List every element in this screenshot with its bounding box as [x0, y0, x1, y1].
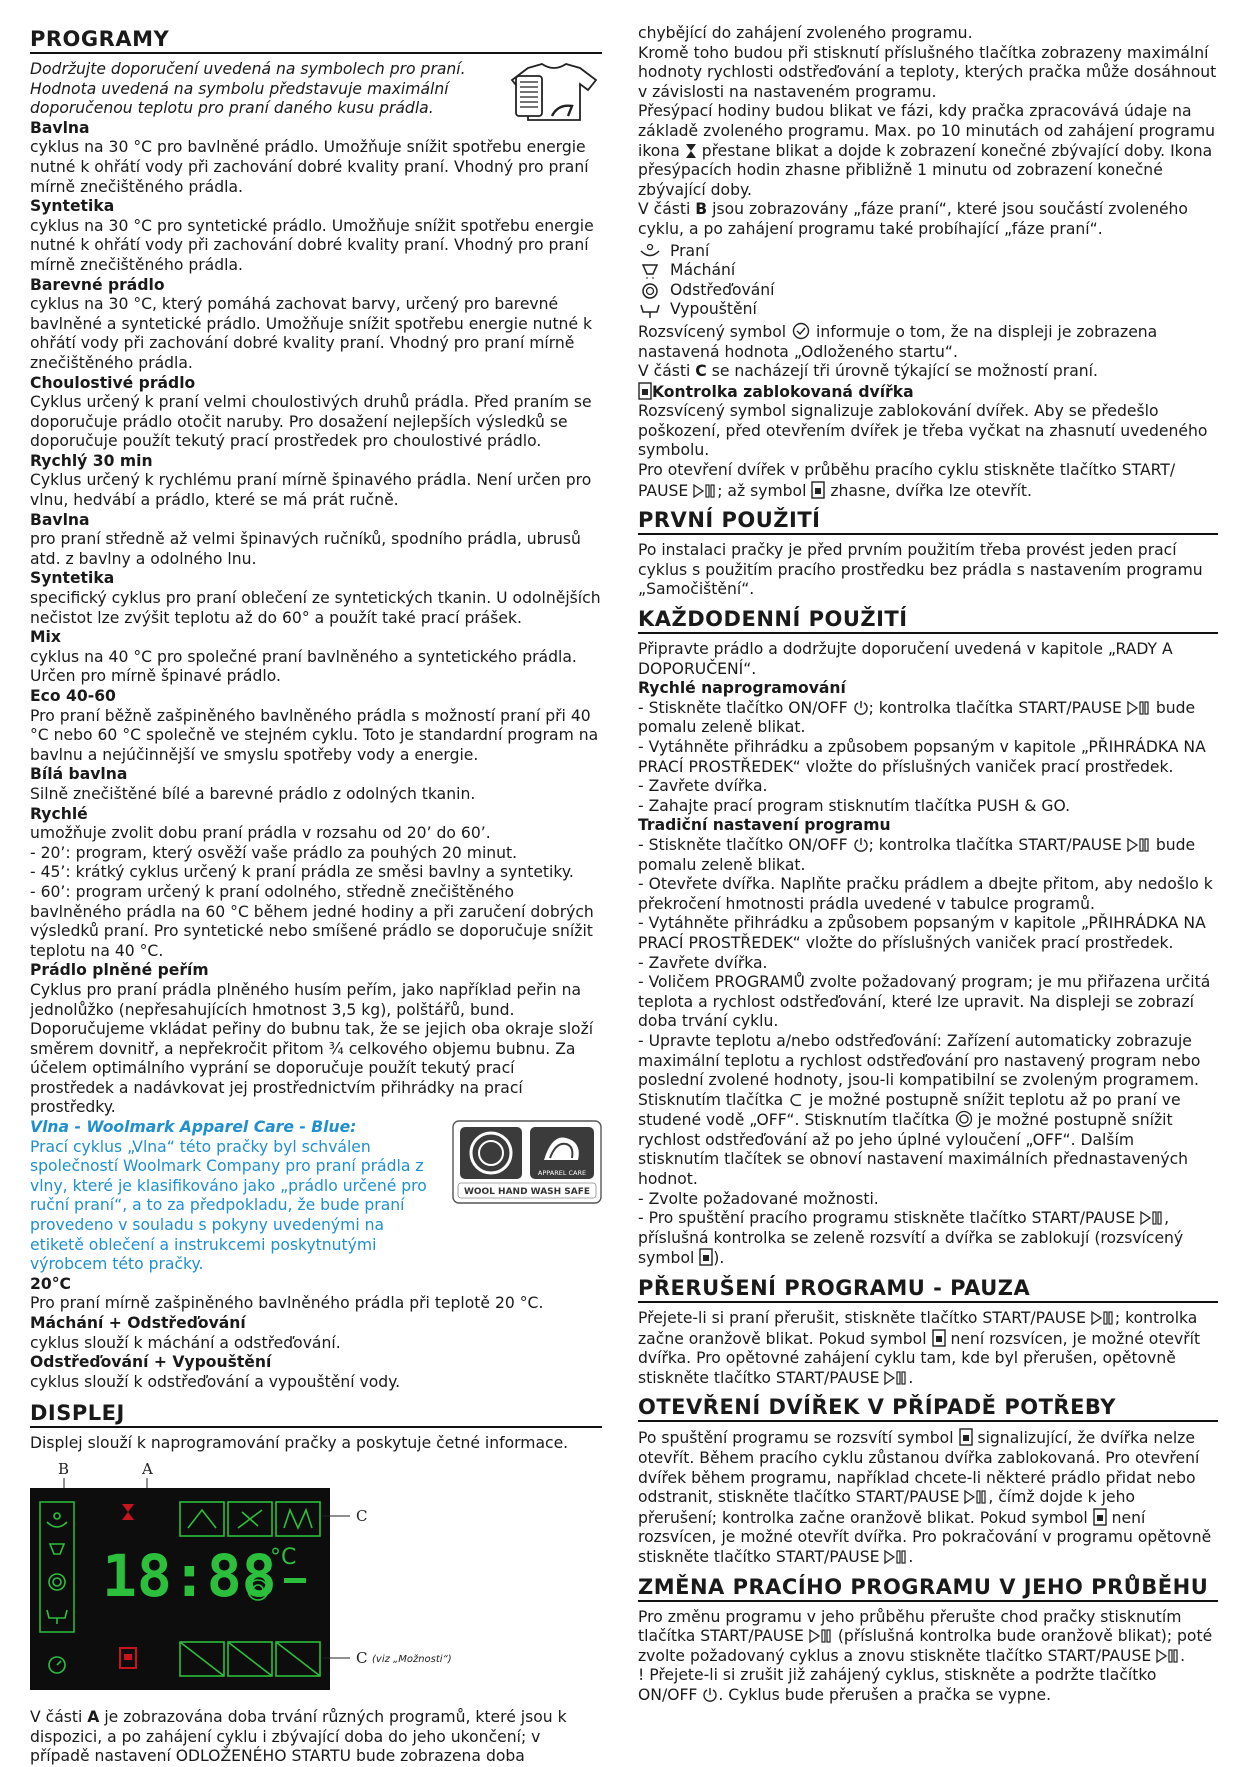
text: . — [908, 1368, 914, 1387]
pause-text — [638, 1309, 1218, 1388]
trad-step: - Zvolte požadované možnosti. — [638, 1189, 879, 1208]
program-name: Prádlo plněné peřím — [30, 961, 209, 980]
trad-step — [638, 836, 1218, 875]
start-pause-icon — [809, 1628, 833, 1644]
program-name: Odstřeďování + Vypouštění — [30, 1353, 272, 1372]
program-desc: cyklus na 30 °C pro bavlněné prádlo. Umožňuje snížit spotřebu energie nutné k ohřátí vody při zachování dobré kvality praní. Vhodný pro praní mírně znečištěného prádla. — [30, 138, 589, 196]
quick-step: - Vytáhněte přihrádku a způsobem popsaným v kapitole „PŘIHRÁDKA NA PRACÍ PROSTŘEDEK“ vložte do příslušných vaniček prací prostředek. — [638, 738, 1206, 776]
text: Přesýpací hodiny budou blikat ve fázi, kdy pračka zpracovává údaje na základě zvoleného programu. Max. po 10 minutách od zahájení programu ikona — [638, 102, 1216, 160]
text: je zobrazována doba trvání různých programů, které jsou k dispozici, a po zahájení cyklu i zbývající doba do jeho ukončení; v případě nastavení ODLOŽENÉHO STARTU bude zobrazena doba — [30, 1707, 567, 1766]
start-pause-icon — [884, 1549, 908, 1565]
text: - Upravte teplotu a/nebo odstřeďování: Zařízení automaticky zobrazuje maximální teplotu a rychlost odstřeďování pro nastavený program nebo poslední zvolené hodnoty, jsou-li kompatibilní se zvoleným programem. Stisknutím tlačítka — [638, 1031, 1201, 1109]
delay-start-icon — [791, 322, 811, 340]
text: V části — [30, 1707, 88, 1726]
daily-intro: Připravte prádlo a dodržujte doporučení uvedená v kapitole „RADY A DOPORUČENÍ“. — [638, 640, 1173, 678]
spin-phase-icon — [638, 282, 662, 300]
pause-heading: PŘERUŠENÍ PROGRAMU - PAUZA — [638, 1273, 1218, 1303]
wool-program-name: Vlna - Woolmark Apparel Care - Blue: — [30, 1118, 357, 1137]
start-pause-icon — [884, 1370, 908, 1386]
programs-list — [30, 119, 602, 805]
start-pause-icon — [693, 483, 717, 499]
text: jsou zobrazovány „fáze praní“, které jsou součástí zvoleného cyklu, a po zahájení programu také probíhající „fáze praní“. — [638, 200, 1188, 238]
display-label-c-top: C — [356, 1506, 368, 1525]
program-name: Máchání + Odstřeďování — [30, 1314, 246, 1332]
program-desc: Cyklus určený k praní velmi choulostivých druhů prádla. Před praním se doporučuje prádlo otočit naruby. Pro dosažení nejlepších výsledků se doporučuje použít tekutý prací prostředek pro choulostivé prádlo. — [30, 393, 592, 451]
display-degree: °C — [270, 1544, 297, 1570]
text: Pro otevření dvířek v průběhu pracího cyklu stiskněte tlačítko START/ PAUSE — [638, 461, 1176, 500]
phase-label: Máchání — [670, 261, 736, 280]
text: se nacházejí tři úrovně týkající se možností praní. — [706, 362, 1098, 381]
phase-item — [638, 261, 1218, 281]
woolmark-logo-top: APPAREL CARE — [537, 1169, 587, 1178]
quick-step: - Zavřete dvířka. — [638, 777, 768, 796]
door-lock-icon — [699, 1248, 713, 1266]
text-bold: C — [695, 362, 707, 381]
program-desc: cyklus na 30 °C pro syntetické prádlo. Umožňuje snížit spotřebu energie nutné k ohřátí vody při zachování dobré kvality praní. Vhodný pro praní mírně znečištěného prádla. — [30, 216, 594, 274]
start-pause-icon — [1127, 837, 1151, 853]
quick-step: - Zahajte prací program stisknutím tlačítka PUSH & GO. — [638, 796, 1071, 815]
trad-step: - Voličem PROGRAMŮ zvolte požadovaný program; je mu přiřazena určitá teplota a rychlost odstřeďování, které lze upravit. Na displeji se zobrazí doba trvání cyklu. — [638, 973, 1211, 1031]
text: Po spuštění programu se rozsvítí symbol — [638, 1429, 959, 1448]
programs-intro: Dodržujte doporučení uvedená na symbolech pro praní. Hodnota uvedená na symbolu představuje maximální doporučenou teplotu pro praní daného kusu prádla. — [30, 60, 466, 118]
trad-step: - Zavřete dvířka. — [638, 953, 768, 972]
text: Kontrolka zablokovaná dvířka — [652, 382, 914, 401]
program-perim — [30, 961, 602, 1118]
program-name: Eco 40-60 — [30, 687, 116, 705]
text: ; kontrolka začne oranžově blikat. Pokud symbol — [638, 1309, 1198, 1348]
programs-intro-block — [30, 60, 602, 119]
first-use-text: Po instalaci pračky je před prvním použitím třeba provést jeden prací cyklus s použitím pracího prostředku bez prádla s nastavením programu „Samočištění“. — [638, 541, 1203, 599]
first-use-heading: PRVNÍ POUŽITÍ — [638, 505, 1218, 535]
trad-step — [638, 1209, 1218, 1269]
program-tail — [30, 1275, 602, 1393]
start-pause-icon — [964, 1489, 988, 1505]
daily-use-heading: KAŽDODENNÍ POUŽITÍ — [638, 604, 1218, 634]
text: není rozsvícen, je možné otevřít dvířka. Pro pokračování v programu opětovně stiskněte tlačítko START/PAUSE — [638, 1508, 1212, 1566]
phases-list — [638, 242, 1218, 320]
text-bold: B — [695, 200, 708, 219]
spin-button-icon — [955, 1110, 973, 1128]
cancel-program-text — [638, 1666, 1218, 1705]
display-label-b: B — [58, 1459, 70, 1478]
trad-step: - Otevřete dvířka. Naplňte pračku prádlem a dbejte přitom, aby nedošlo k překročení hmotnosti prádla uvedené v tabulce programů. — [638, 875, 1213, 913]
program-desc: Silně znečištěné bílé a barevné prádlo z odolných tkanin. — [30, 784, 476, 803]
program-rychle — [30, 805, 602, 962]
part-c-paragraph — [638, 362, 1218, 382]
text: přestane blikat a dojde k zobrazení konečné zbývající doby. Ikona přesýpacích hodin zhasne přibližně 1 minutu od zobrazení konečné zbývající doby. — [638, 141, 1213, 199]
text: ; až symbol — [717, 481, 812, 500]
start-pause-icon — [1127, 700, 1151, 716]
hourglass-paragraph — [638, 102, 1218, 200]
text: bude pomalu zeleně blikat. — [638, 835, 1196, 874]
wool-program-desc: Prací cyklus „Vlna“ této pračky byl schválen společností Woolmark Company pro praní prádla z vlny, které je klasifikováno jako „prádlo určené pro ruční praní“, a to za předpokladu, že bude praní provedeno v souladu s pokyny uvedenými na etiketě oblečení a instrukcemi poskytnutými výrobcem této pračky. — [30, 1137, 427, 1274]
phase-item — [638, 242, 1218, 262]
text: zhasne, dvířka lze otevřít. — [825, 481, 1032, 500]
text: - Stiskněte tlačítko ON/OFF — [638, 835, 853, 854]
phase-item — [638, 300, 1218, 320]
display-label-c-bottom: C — [356, 1648, 368, 1667]
door-open-text — [638, 1428, 1218, 1567]
wash-phase-icon — [638, 242, 662, 260]
program-desc: pro praní středně až velmi špinavých ručníků, spodního prádla, ubrusů atd. z bavlny a odolného lnu. — [30, 530, 581, 568]
text: ; kontrolka tlačítka START/PAUSE — [868, 698, 1127, 717]
door-lock-open-text — [638, 461, 1218, 501]
hourglass-icon — [685, 143, 697, 159]
program-name: Rychlé — [30, 804, 88, 823]
text: informuje o tom, že na displeji je zobrazena nastavená hodnota „Odloženého startu“. — [638, 322, 1158, 361]
change-program-heading: ZMĚNA PRACÍHO PROGRAMU V JEHO PRŮBĚHU — [638, 1572, 1218, 1602]
program-name: 20°C — [30, 1274, 71, 1293]
start-pause-icon — [1156, 1648, 1180, 1664]
text: je možné postupně snížit rychlost odstřeďování až po jeho úplné vyloučení „OFF“. Dalším stisknutím tlačítek se obnoví nastavení maximálních přednastavených hodnot. — [638, 1111, 1189, 1189]
text: je možné postupně snížit teplotu až po praní ve studené vodě „OFF“. Stisknutím tlačítka — [638, 1090, 1181, 1130]
traditional-title: Tradiční nastavení programu — [638, 816, 891, 835]
change-program-text — [638, 1608, 1218, 1667]
text: , čímž dojde k jeho přerušení; kontrolka začne oranžově blikat. Pokud symbol — [638, 1488, 1136, 1527]
program-desc: Pro praní mírně zašpiněného bavlněného prádla při teplotě 20 °C. — [30, 1294, 544, 1313]
door-open-heading: OTEVŘENÍ DVÍŘEK V PŘÍPADĚ POTŘEBY — [638, 1392, 1218, 1422]
text: signalizující, že dvířka nelze otevřít. Během pracího cyklu zůstanou dvířka zablokovaná. Pro otevření dvířek během programu, například chcete-li některé prádlo přidat nebo odstranit, stiskněte tlačítko START/PAUSE — [638, 1429, 1200, 1507]
display-intro: Displej slouží k naprogramování pračky a poskytuje četné informace. — [30, 1434, 569, 1453]
program-desc-line: - 20’: program, který osvěží vaše prádlo za pouhých 20 minut. — [30, 843, 518, 862]
program-desc: specifický cyklus pro praní oblečení ze syntetických tkanin. U odolnějších nečistot lze zvýšit teplotu až do 60° a použít také prací prášek. — [30, 589, 601, 627]
display-label-c-note: (viz „Možnosti“) — [372, 1653, 452, 1665]
display-max-values: Kromě toho budou při stisknutí příslušného tlačítka zobrazeny maximální hodnoty rychlosti odstřeďování a teploty, kterých pračka může dosáhnout v závislosti na nastaveném programu. — [638, 43, 1217, 101]
text: V části — [638, 200, 696, 219]
text: Pro změnu programu v jeho průběhu přerušte chod pračky stisknutím tlačítka START/PAUSE — [638, 1607, 1182, 1646]
program-desc: cyklus na 30 °C, který pomáhá zachovat barvy, určený pro barevné bavlněné a syntetické prádlo. Umožňuje snížit spotřebu energie nutné k ohřátí vody při zachování dobré kvality praní. Vhodný pro praní mírně znečištěného prádla. — [30, 295, 593, 372]
drain-phase-icon — [638, 301, 662, 319]
quick-step — [638, 699, 1218, 738]
left-column — [30, 24, 602, 1767]
text: . Cyklus bude přerušen a pračka se vypne. — [718, 1685, 1052, 1704]
text-bold: A — [87, 1707, 100, 1726]
display-continued: chybějící do zahájení zvoleného programu. — [638, 24, 973, 42]
program-desc: Cyklus určený k rychlému praní mírně špinavého prádla. Není určen pro vlnu, hedvábí a prádlo, které se má prát ručně. — [30, 471, 592, 510]
program-name: Rychlý 30 min — [30, 451, 153, 470]
program-name: Barevné prádlo — [30, 275, 165, 294]
program-wool — [30, 1118, 602, 1275]
power-icon — [853, 837, 869, 853]
display-digits: 18:88 — [102, 1541, 277, 1610]
text: (příslušná kontrolka bude oranžově blikat); poté zvolte požadovaný cyklus a znovu stiskněte tlačítko START/PAUSE — [638, 1627, 1213, 1665]
start-pause-icon — [1140, 1210, 1164, 1226]
trad-step — [638, 1032, 1218, 1190]
part-b-paragraph — [638, 200, 1218, 239]
door-lock-icon — [932, 1329, 946, 1347]
program-desc-line: - 60’: program určený k praní odolného, středně znečištěného bavlněného prádla na 60 °C během jedné hodiny a při zaručení dobrých výsledků praní. Pro syntetické nebo smíšené prádlo se doporučuje snížit teplotu na 40 °C. — [30, 882, 594, 960]
display-diagram — [30, 1458, 602, 1706]
temperature-button-icon — [788, 1092, 804, 1108]
door-lock-icon — [811, 481, 825, 499]
door-lock-text: Rozsvícený symbol signalizuje zablokování dvířek. Aby se předešlo poškození, před otevřením dvířek je třeba vyčkat na zhasnutí uvedeného symbolu. — [638, 402, 1208, 460]
program-name: Bílá bavlna — [30, 765, 128, 784]
woolmark-logo-bottom: WOOL HAND WASH SAFE — [463, 1187, 591, 1198]
phase-label: Vypouštění — [670, 300, 757, 319]
power-icon — [702, 1687, 718, 1703]
display-heading: DISPLEJ — [30, 1398, 602, 1428]
text: Rozsvícený symbol — [638, 322, 792, 341]
text: ! Přejete-li si zrušit již zahájený cyklus, stiskněte a podržte tlačítko ON/OFF — [638, 1666, 1157, 1704]
programs-heading: PROGRAMY — [30, 24, 602, 54]
display-part-a-text — [30, 1708, 602, 1767]
text: V části — [638, 362, 696, 381]
program-name: Choulostivé prádlo — [30, 373, 196, 392]
tshirt-care-label-icon — [508, 62, 600, 124]
phase-label: Praní — [670, 241, 710, 260]
program-name: Syntetika — [30, 569, 115, 588]
program-name: Mix — [30, 628, 61, 647]
rinse-phase-icon — [638, 262, 662, 280]
phase-item — [638, 281, 1218, 301]
text: bude pomalu zeleně blikat. — [638, 698, 1196, 737]
program-desc: cyklus na 40 °C pro společné praní bavlněného a syntetického prádla. Určen pro mírně špinavé prádlo. — [30, 647, 577, 686]
text: - Stiskněte tlačítko ON/OFF — [638, 698, 853, 717]
door-lock-icon — [638, 382, 652, 400]
start-pause-icon — [1091, 1310, 1115, 1326]
trad-step: - Vytáhněte přihrádku a způsobem popsaným v kapitole „PŘIHRÁDKA NA PRACÍ PROSTŘEDEK“ vložte do příslušných vaniček prací prostředek. — [638, 914, 1206, 952]
text: není rozsvícen, je možné otevřít dvířka. Pro opětovné zahájení cyklu tam, kde byl přerušen, opětovně stiskněte tlačítko START/PAUSE — [638, 1329, 1201, 1387]
text: - Pro spuštění pracího programu stiskněte tlačítko START/PAUSE — [638, 1209, 1141, 1228]
program-name: Bavlna — [30, 510, 90, 529]
program-desc: cyklus slouží k odstřeďování a vypouštění vody. — [30, 1372, 401, 1391]
program-desc: Cyklus pro praní prádla plněného husím peřím, jako například peřin na jednolůžko (nepřesahujících hmotnost 3,5 kg), polštářů, bund. Doporučujeme vkládat peřiny do bubnu tak, že se jejich oba okraje složí směrem dovnitř, a nepřekročit přitom ¾ celkového objemu bubnu. Za účelem optimálního vyprání se doporučuje použít tekutý prací prostředek a nadávkovat jej prostřednictvím přihrádky na prací prostředky. — [30, 980, 594, 1117]
door-lock-icon — [1093, 1508, 1107, 1526]
door-lock-icon — [959, 1428, 973, 1446]
text: . — [1180, 1646, 1186, 1665]
text: ). — [713, 1249, 725, 1268]
door-lock-title — [638, 382, 1218, 403]
quick-title: Rychlé naprogramování — [638, 679, 846, 698]
text: . — [908, 1547, 914, 1566]
text: Přejete-li si praní přerušit, stiskněte tlačítko START/PAUSE — [638, 1309, 1091, 1328]
program-name: Syntetika — [30, 197, 115, 216]
right-column — [638, 24, 1218, 1706]
program-name: Bavlna — [30, 118, 90, 137]
program-desc: cyklus slouží k máchání a odstřeďování. — [30, 1333, 341, 1352]
display-figure — [30, 1458, 602, 1708]
display-label-a: A — [142, 1459, 153, 1478]
text: ; kontrolka tlačítka START/PAUSE — [868, 835, 1127, 854]
text: , příslušná kontrolka se zeleně rozsvítí a dvířka se zablokují (rozsvícený symbol — [638, 1209, 1184, 1268]
program-desc-line: umožňuje zvolit dobu praní prádla v rozsahu od 20’ do 60’. — [30, 824, 491, 843]
woolmark-logo-icon — [452, 1120, 602, 1204]
power-icon — [853, 700, 869, 716]
program-desc: Pro praní běžně zašpiněného bavlněného prádla s možností praní při 40 °C nebo 60 °C společně ve stejném cyklu. Toto je standardní program na bavlnu a nejúčinnější ve smyslu spotřeby vody a energie. — [30, 706, 599, 764]
delay-start-paragraph — [638, 322, 1218, 362]
phase-label: Odstřeďování — [670, 280, 775, 299]
program-desc-line: - 45’: krátký cyklus určený k praní prádla ze směsi bavlny a syntetiky. — [30, 863, 574, 882]
